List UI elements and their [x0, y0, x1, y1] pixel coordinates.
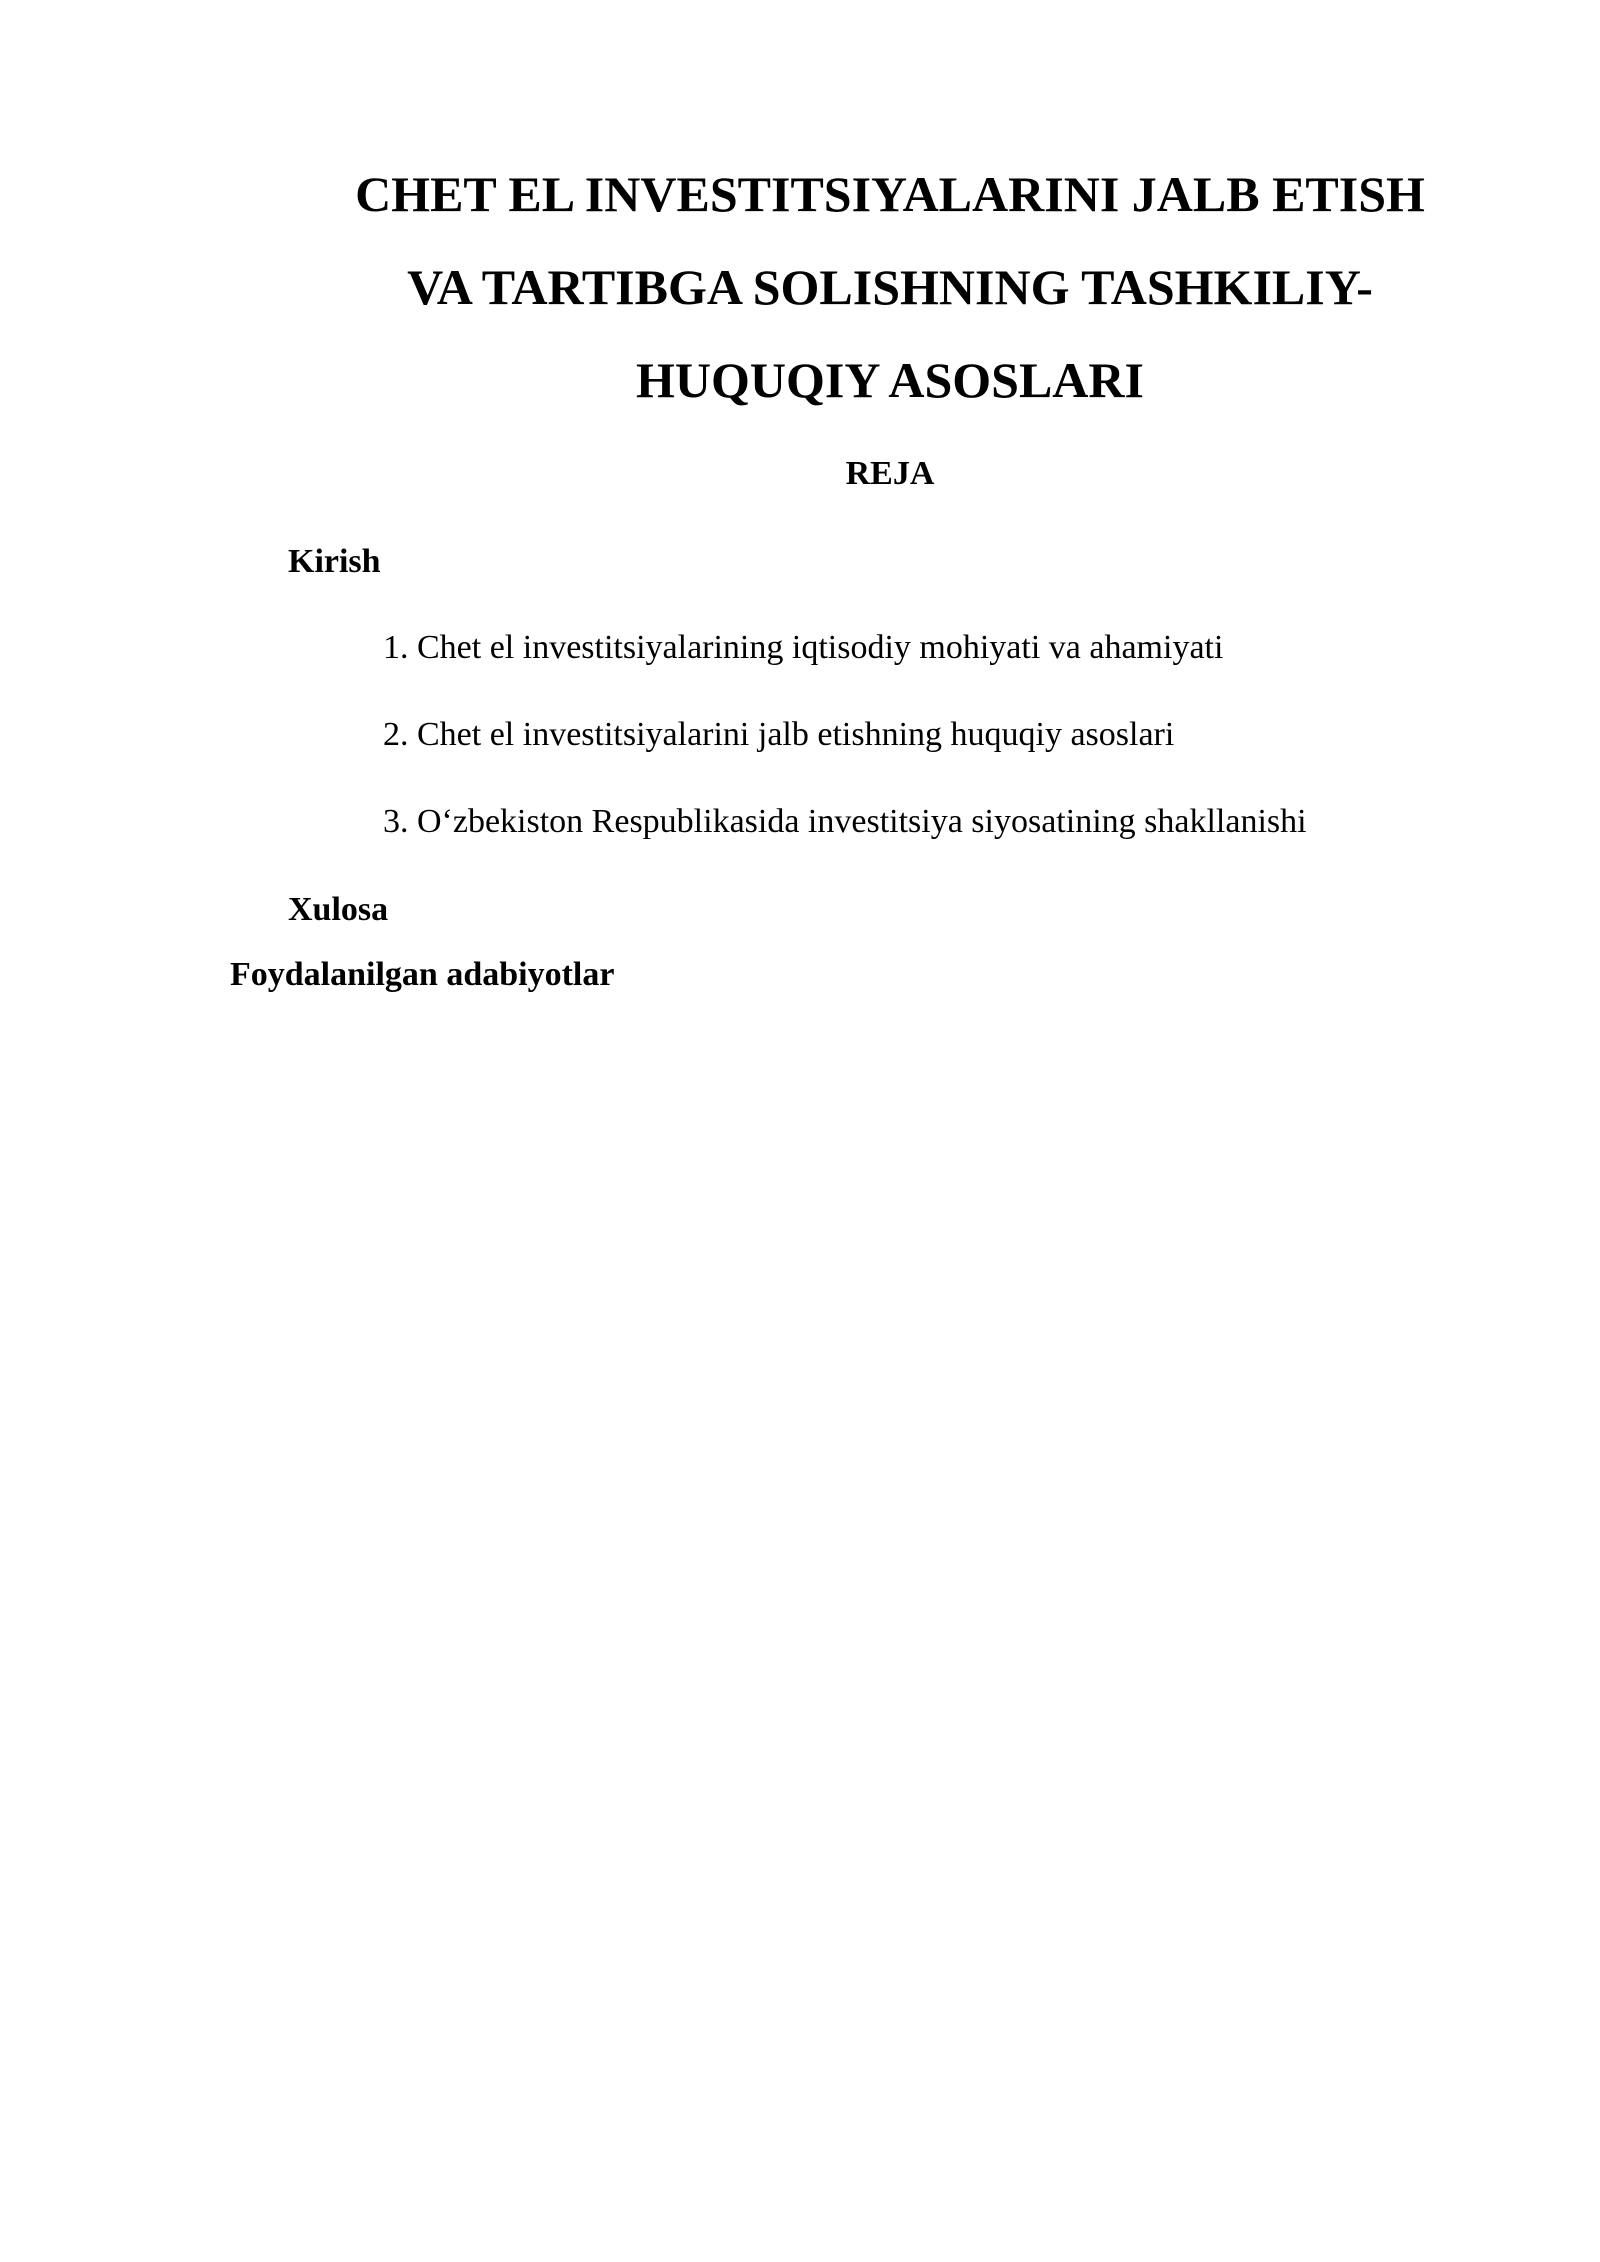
plan-item-number: 3.: [383, 803, 409, 840]
plan-heading: REJA: [845, 455, 935, 492]
plan-item-text: Chet el investitsiyalarini jalb etishning huquqiy asoslari: [417, 716, 1175, 753]
plan-item-text: O‘zbekiston Respublikasida investitsiya siyosatining shakllanishi: [417, 803, 1307, 840]
title-line-1: CHET EL INVESTITSIYALARINI JALB ETISH: [355, 166, 1425, 222]
plan-item-number: 1.: [383, 629, 409, 666]
plan-item-text: Chet el investitsiyalarining iqtisodiy mohiyati va ahamiyati: [417, 629, 1224, 666]
plan-item: [383, 800, 1307, 887]
plan-item-number: 2.: [383, 716, 409, 753]
plan-list: [383, 626, 1307, 887]
title-line-3: HUQUQIY ASOSLARI: [636, 352, 1144, 408]
plan-item: [383, 626, 1307, 713]
plan-item: [383, 713, 1307, 800]
conclusion-heading: Xulosa: [288, 891, 389, 928]
intro-heading: Kirish: [288, 543, 381, 580]
references-heading: Foydalanilgan adabiyotlar: [230, 956, 615, 993]
document-title: [300, 148, 1480, 427]
title-line-2: VA TARTIBGA SOLISHNING TASHKILIY-: [407, 259, 1373, 315]
